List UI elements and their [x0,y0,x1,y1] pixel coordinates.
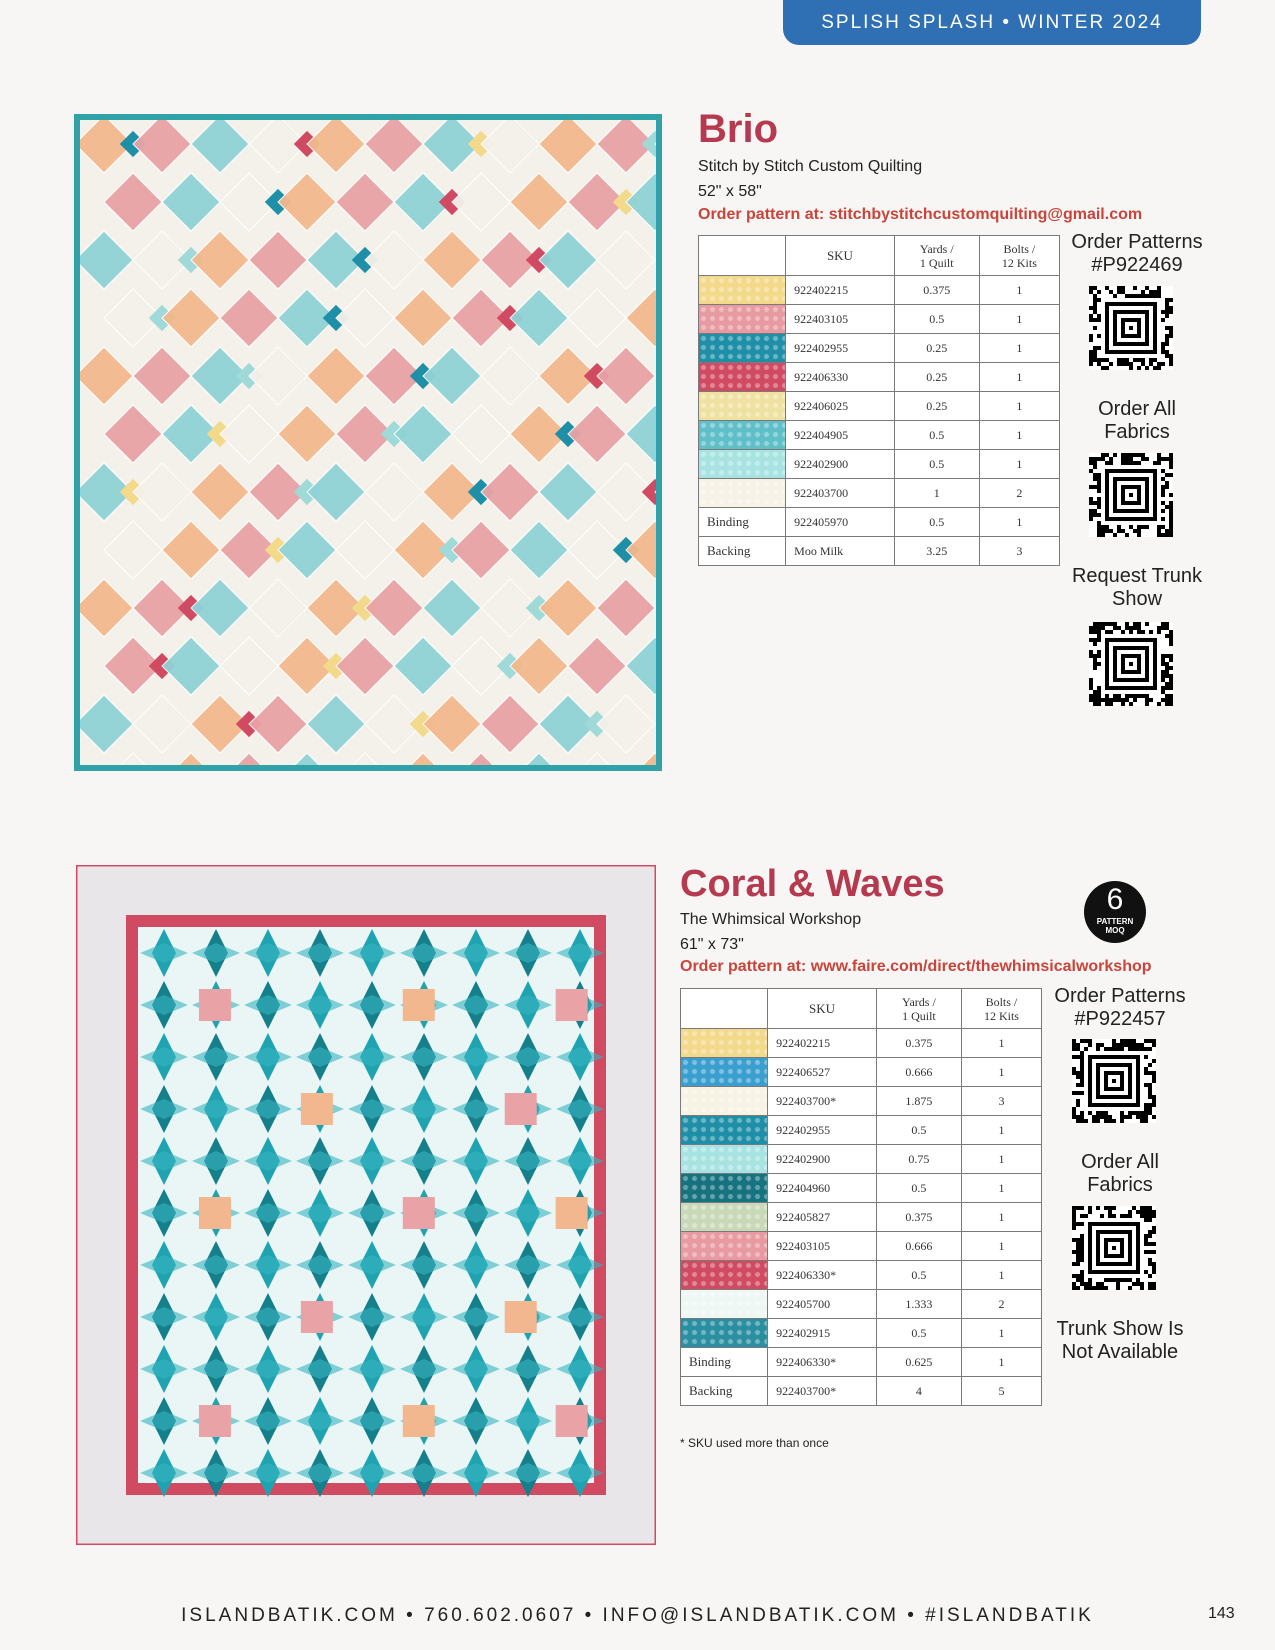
coral-waves-designer: The Whimsical Workshop [680,911,862,928]
sku-cell: 922406527 [768,1058,877,1087]
yards-cell: 0.25 [894,334,979,363]
table-row [699,508,1060,537]
brio-order-patterns-label[interactable] [1066,231,1208,277]
bolts-cell: 2 [979,479,1059,508]
brio-order-patterns-qr-code[interactable] [1089,286,1173,375]
sku-cell: 922406025 [786,392,895,421]
bolts-cell: 3 [979,537,1059,566]
table-row [681,1145,1042,1174]
fabric-swatch [681,1029,768,1058]
row-label: Backing [681,1377,768,1406]
coral-table-header-row [681,989,1042,1029]
column-header: SKU [786,236,895,276]
sku-cell: 922403105 [786,305,895,334]
brio-trunk-show-label[interactable] [1066,565,1208,611]
bolts-cell: 1 [979,392,1059,421]
moq-label-line1: PATTERN [1096,917,1134,926]
bolts-cell: 1 [979,508,1059,537]
footer-contact: ISLANDBATIK.COM • 760.602.0607 • INFO@ISLANDBATIK.COM • #ISLANDBATIK [181,1605,1094,1626]
bolts-cell: 1 [961,1319,1041,1348]
yards-cell: 0.5 [894,305,979,334]
sku-cell: 922405970 [786,508,895,537]
coral-waves-title: Coral & Waves [680,863,945,905]
yards-cell: 1 [894,479,979,508]
brio-order-patterns-text: Order Patterns #P922469 [1071,231,1203,276]
fabric-swatch [699,392,786,421]
sku-cell: 922406330 [786,363,895,392]
moq-number: 6 [1106,883,1124,916]
table-row [699,450,1060,479]
column-header: Bolts / 12 Kits [961,989,1041,1029]
yards-cell: 0.5 [894,508,979,537]
column-header: Bolts / 12 Kits [979,236,1059,276]
coral-order-patterns-text: Order Patterns #P922457 [1054,985,1186,1030]
yards-cell: 0.5 [876,1319,961,1348]
bolts-cell: 1 [961,1261,1041,1290]
sku-cell: 922403700 [786,479,895,508]
table-row [681,1087,1042,1116]
coral-waves-quilt-image [76,865,656,1545]
yards-cell: 0.375 [876,1203,961,1232]
fabric-swatch [681,1145,768,1174]
table-row [699,334,1060,363]
bolts-cell: 1 [979,276,1059,305]
row-label: Backing [699,537,786,566]
table-row [681,1377,1042,1406]
yards-cell: 3.25 [894,537,979,566]
table-row [681,1116,1042,1145]
coral-trunk-show-text: Trunk Show Is Not Available [1056,1318,1184,1363]
yards-cell: 0.5 [876,1261,961,1290]
bolts-cell: 2 [961,1290,1041,1319]
yards-cell: 0.5 [894,450,979,479]
fabric-swatch [699,305,786,334]
table-row [699,537,1060,566]
sku-cell: 922406330* [768,1348,877,1377]
bolts-cell: 1 [961,1174,1041,1203]
bolts-cell: 1 [979,305,1059,334]
fabric-swatch [699,421,786,450]
column-header: Yards / 1 Quilt [876,989,961,1029]
yards-cell: 0.375 [876,1029,961,1058]
table-row [681,1203,1042,1232]
bolts-cell: 1 [961,1348,1041,1377]
yards-cell: 0.25 [894,363,979,392]
bolts-cell: 1 [979,450,1059,479]
sku-cell: 922402955 [786,334,895,363]
column-header: SKU [768,989,877,1029]
column-header: Yards / 1 Quilt [894,236,979,276]
brio-fabric-table [698,235,1060,566]
coral-waves-fabric-table [680,988,1042,1406]
brio-order-fabrics-qr-code[interactable] [1089,453,1173,542]
fabric-swatch [699,479,786,508]
bolts-cell: 5 [961,1377,1041,1406]
table-row [699,305,1060,334]
bolts-cell: 1 [961,1232,1041,1261]
swatch-column-header [681,989,768,1029]
sku-cell: 922402915 [768,1319,877,1348]
table-row [699,421,1060,450]
row-label: Binding [699,508,786,537]
sku-cell: 922402215 [768,1029,877,1058]
brio-size: 52" x 58" [698,183,762,200]
coral-order-fabrics-text: Order All Fabrics [1081,1151,1159,1196]
table-row [699,479,1060,508]
bolts-cell: 1 [979,334,1059,363]
coral-order-patterns-label[interactable] [1049,985,1191,1031]
moq-label-line2: MOQ [1105,926,1125,935]
header-banner [783,0,1201,45]
fabric-swatch [699,450,786,479]
brio-table-header-row [699,236,1060,276]
fabric-swatch [681,1174,768,1203]
sku-cell: 922406330* [768,1261,877,1290]
sku-cell: 922404960 [768,1174,877,1203]
sku-cell: 922402900 [768,1145,877,1174]
sku-cell: 922403105 [768,1232,877,1261]
table-row [681,1029,1042,1058]
table-row [699,392,1060,421]
brio-order-fabrics-text: Order All Fabrics [1098,398,1176,443]
sku-footnote: * SKU used more than once [680,1436,829,1450]
yards-cell: 0.625 [876,1348,961,1377]
fabric-swatch [681,1232,768,1261]
banner-text: SPLISH SPLASH • WINTER 2024 [821,11,1163,33]
yards-cell: 0.375 [894,276,979,305]
fabric-swatch [681,1319,768,1348]
yards-cell: 0.5 [876,1116,961,1145]
yards-cell: 1.333 [876,1290,961,1319]
sku-cell: 922403700* [768,1087,877,1116]
brio-designer: Stitch by Stitch Custom Quilting [698,158,923,175]
table-row [681,1232,1042,1261]
yards-cell: 0.666 [876,1232,961,1261]
fabric-swatch [699,276,786,305]
fabric-swatch [699,334,786,363]
swatch-column-header [699,236,786,276]
fabric-swatch [681,1058,768,1087]
table-row [681,1174,1042,1203]
sku-cell: 922402215 [786,276,895,305]
coral-order-patterns-qr-code[interactable] [1072,1039,1156,1128]
yards-cell: 0.5 [894,421,979,450]
fabric-swatch [681,1290,768,1319]
coral-waves-size: 61" x 73" [680,936,744,953]
brio-order-fabrics-label[interactable] [1066,398,1208,444]
coral-trunk-show-label [1049,1318,1191,1364]
brio-trunk-show-text: Request Trunk Show [1071,565,1203,610]
bolts-cell: 1 [961,1029,1041,1058]
bolts-cell: 1 [961,1145,1041,1174]
bolts-cell: 1 [961,1058,1041,1087]
sku-cell: Moo Milk [786,537,895,566]
bolts-cell: 1 [979,363,1059,392]
fabric-swatch [699,363,786,392]
table-row [699,363,1060,392]
sku-cell: 922405700 [768,1290,877,1319]
brio-title: Brio [698,107,778,151]
sku-cell: 922405827 [768,1203,877,1232]
yards-cell: 0.75 [876,1145,961,1174]
brio-quilt-image [74,114,662,771]
yards-cell: 0.5 [876,1174,961,1203]
table-row [681,1261,1042,1290]
table-row [681,1348,1042,1377]
yards-cell: 0.666 [876,1058,961,1087]
sku-cell: 922403700* [768,1377,877,1406]
sku-cell: 922402900 [786,450,895,479]
fabric-swatch [681,1261,768,1290]
coral-waves-order-link[interactable]: Order pattern at: www.faire.com/direct/thewhimsicalworkshop [680,958,1152,975]
sku-cell: 922402955 [768,1116,877,1145]
pattern-moq-badge [1084,881,1146,943]
table-row [681,1290,1042,1319]
table-row [681,1319,1042,1348]
bolts-cell: 1 [961,1116,1041,1145]
brio-order-link[interactable]: Order pattern at: stitchbystitchcustomquilting@gmail.com [698,206,1143,223]
fabric-swatch [681,1203,768,1232]
fabric-swatch [681,1116,768,1145]
page-number: 143 [1208,1605,1235,1622]
bolts-cell: 3 [961,1087,1041,1116]
brio-trunk-show-qr-code[interactable] [1089,622,1173,711]
table-row [681,1058,1042,1087]
coral-order-fabrics-label[interactable] [1049,1151,1191,1197]
fabric-swatch [681,1087,768,1116]
bolts-cell: 1 [979,421,1059,450]
yards-cell: 4 [876,1377,961,1406]
coral-order-fabrics-qr-code[interactable] [1072,1206,1156,1295]
bolts-cell: 1 [961,1203,1041,1232]
table-row [699,276,1060,305]
yards-cell: 1.875 [876,1087,961,1116]
yards-cell: 0.25 [894,392,979,421]
sku-cell: 922404905 [786,421,895,450]
row-label: Binding [681,1348,768,1377]
